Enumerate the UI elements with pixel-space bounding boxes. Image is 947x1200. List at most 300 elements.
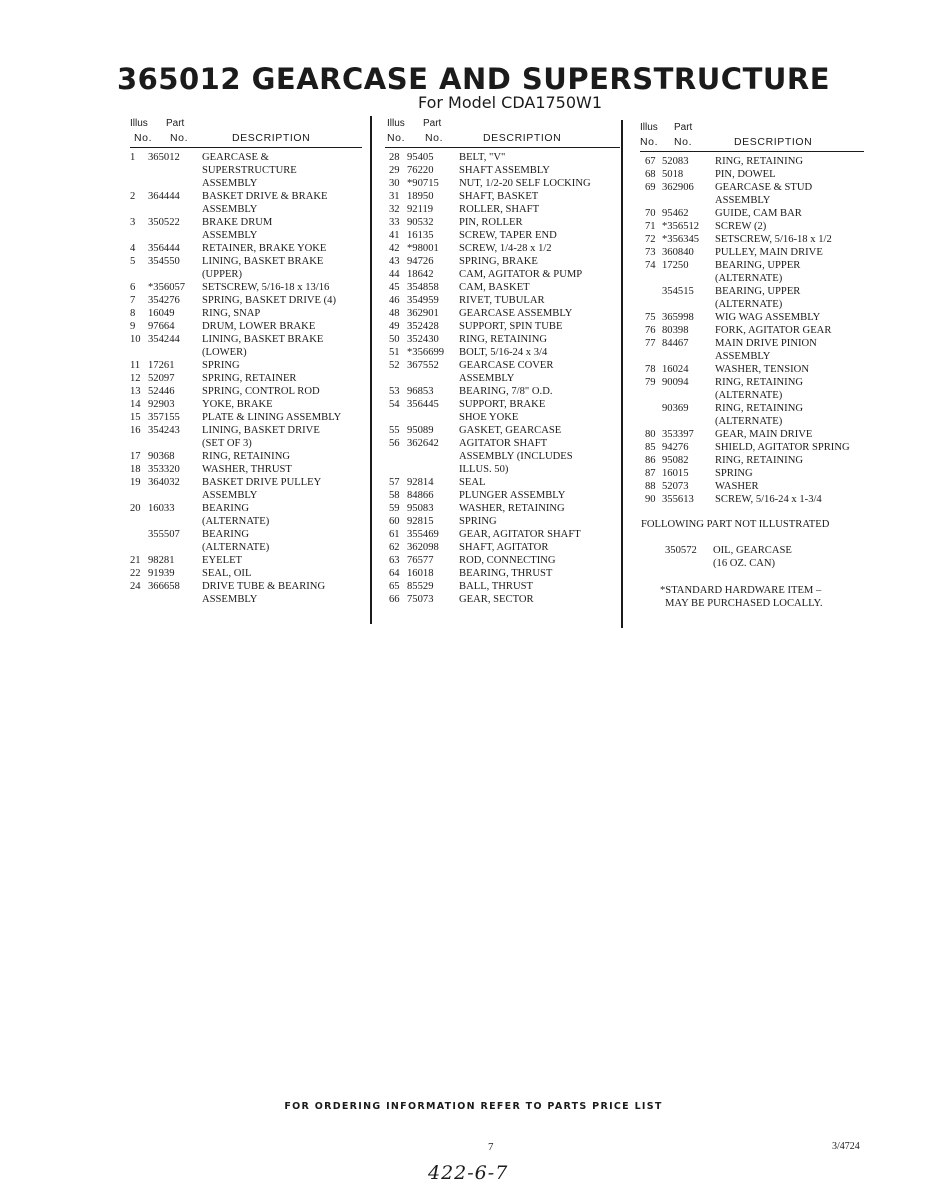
illus-number: 43 — [389, 256, 400, 267]
standard-hardware-note: *STANDARD HARDWARE ITEM – — [660, 585, 822, 596]
column-divider — [370, 116, 372, 624]
parts-row — [385, 151, 620, 164]
illus-number: 9 — [130, 321, 136, 332]
part-number: 360840 — [662, 247, 694, 258]
illus-number: 18 — [130, 464, 141, 475]
part-number: 17250 — [662, 260, 689, 271]
illus-number: 13 — [130, 386, 141, 397]
parts-column-3 — [640, 122, 868, 506]
part-number: 16018 — [407, 568, 434, 579]
illus-number: 21 — [130, 555, 141, 566]
illus-number: 86 — [645, 455, 656, 466]
parts-row — [385, 281, 620, 294]
illus-number: 30 — [389, 178, 400, 189]
part-number: 16015 — [662, 468, 689, 479]
part-number: 353320 — [148, 464, 180, 475]
part-description: SUPPORT, SPIN TUBE — [459, 321, 563, 332]
illus-number: 65 — [389, 581, 400, 592]
parts-row — [130, 411, 362, 424]
part-description: WASHER, THRUST — [202, 464, 292, 475]
part-number: 52097 — [148, 373, 175, 384]
illus-number: 87 — [645, 468, 656, 479]
part-number: 94726 — [407, 256, 434, 267]
parts-row — [130, 333, 362, 346]
part-number: *356699 — [407, 347, 445, 358]
part-description: GEAR, AGITATOR SHAFT — [459, 529, 581, 540]
illus-number: 79 — [645, 377, 656, 388]
part-description: EYELET — [202, 555, 243, 566]
illus-number: 90 — [645, 494, 656, 505]
parts-rows — [385, 148, 620, 606]
part-description: ROD, CONNECTING — [459, 555, 556, 566]
parts-row — [640, 376, 868, 389]
part-number: 364444 — [148, 191, 180, 202]
parts-row — [640, 181, 868, 194]
part-description: SCREW, 5/16-24 x 1-3/4 — [715, 494, 822, 505]
parts-row — [640, 259, 868, 272]
part-description: DRIVE TUBE & BEARING — [202, 581, 326, 592]
illus-number: 62 — [389, 542, 400, 553]
not-illustrated-description-2: (16 OZ. CAN) — [713, 558, 776, 569]
parts-row — [385, 411, 620, 424]
parts-row — [130, 307, 362, 320]
part-number: 80398 — [662, 325, 689, 336]
part-number: 365998 — [662, 312, 694, 323]
part-description: BASKET DRIVE & BRAKE — [202, 191, 328, 202]
parts-row — [640, 207, 868, 220]
part-description: BEARING — [202, 503, 250, 514]
part-number: 75073 — [407, 594, 434, 605]
parts-row — [640, 168, 868, 181]
part-description: ASSEMBLY — [202, 594, 258, 605]
header-description: DESCRIPTION — [232, 132, 311, 144]
part-number: 52446 — [148, 386, 175, 397]
part-number: 362098 — [407, 542, 439, 553]
illus-number: 20 — [130, 503, 141, 514]
part-description: WASHER — [715, 481, 759, 492]
part-description: BEARING, 7/8" O.D. — [459, 386, 553, 397]
parts-row — [385, 307, 620, 320]
parts-column-2 — [385, 118, 620, 606]
part-number: 92903 — [148, 399, 175, 410]
part-description: GEARCASE & — [202, 152, 269, 163]
parts-row — [385, 229, 620, 242]
parts-row — [130, 450, 362, 463]
part-number: *356512 — [662, 221, 700, 232]
part-number: 84866 — [407, 490, 434, 501]
part-description: (ALTERNATE) — [202, 516, 270, 527]
part-description: ASSEMBLY — [715, 351, 771, 362]
parts-row — [385, 515, 620, 528]
parts-row — [130, 216, 362, 229]
part-number: 90369 — [662, 403, 689, 414]
part-description: (ALTERNATE) — [715, 390, 783, 401]
part-number: 52083 — [662, 156, 689, 167]
part-description: MAIN DRIVE PINION — [715, 338, 817, 349]
illus-number: 63 — [389, 555, 400, 566]
part-number: 95405 — [407, 152, 434, 163]
part-number: 362906 — [662, 182, 694, 193]
parts-row — [385, 372, 620, 385]
parts-row — [385, 541, 620, 554]
part-number: 90094 — [662, 377, 689, 388]
part-description: ROLLER, SHAFT — [459, 204, 540, 215]
parts-rows — [130, 148, 362, 606]
parts-row — [385, 489, 620, 502]
part-description: RING, RETAINING — [715, 403, 804, 414]
parts-row — [640, 311, 868, 324]
parts-row — [640, 415, 868, 428]
illus-number: 32 — [389, 204, 400, 215]
part-number: 362901 — [407, 308, 439, 319]
parts-row — [385, 359, 620, 372]
illus-number: 71 — [645, 221, 656, 232]
part-description: BALL, THRUST — [459, 581, 533, 592]
parts-row — [385, 593, 620, 606]
parts-row — [640, 220, 868, 233]
parts-row — [130, 385, 362, 398]
part-number: *90715 — [407, 178, 439, 189]
part-number: 84467 — [662, 338, 689, 349]
parts-row — [130, 346, 362, 359]
part-description: (LOWER) — [202, 347, 247, 358]
part-number: 16033 — [148, 503, 175, 514]
part-description: SETSCREW, 5/16-18 x 13/16 — [202, 282, 330, 293]
part-number: 362642 — [407, 438, 439, 449]
parts-row — [640, 363, 868, 376]
illus-number: 22 — [130, 568, 141, 579]
part-number: 98281 — [148, 555, 175, 566]
part-description: RIVET, TUBULAR — [459, 295, 545, 306]
part-number: *356057 — [148, 282, 186, 293]
page-number: 7 — [488, 1141, 494, 1153]
illus-number: 24 — [130, 581, 141, 592]
parts-row — [385, 242, 620, 255]
part-description: LINING, BASKET DRIVE — [202, 425, 320, 436]
part-number: 352430 — [407, 334, 439, 345]
illus-number: 61 — [389, 529, 400, 540]
part-description: ASSEMBLY — [459, 373, 515, 384]
part-number: 5018 — [662, 169, 684, 180]
ordering-info-footer: FOR ORDERING INFORMATION REFER TO PARTS PRICE LIST — [284, 1101, 663, 1112]
illus-number: 42 — [389, 243, 400, 254]
parts-row — [640, 285, 868, 298]
parts-row — [385, 502, 620, 515]
parts-row — [130, 528, 362, 541]
illus-number: 50 — [389, 334, 400, 345]
part-description: SPRING — [459, 516, 497, 527]
parts-row — [130, 437, 362, 450]
part-number: 353397 — [662, 429, 694, 440]
illus-number: 17 — [130, 451, 141, 462]
part-number: 354276 — [148, 295, 180, 306]
page-title: 365012 GEARCASE AND SUPERSTRUCTURE — [116, 62, 831, 96]
part-description: AGITATOR SHAFT — [459, 438, 548, 449]
parts-row — [130, 164, 362, 177]
parts-row — [130, 424, 362, 437]
part-description: SUPPORT, BRAKE — [459, 399, 546, 410]
part-description: GASKET, GEARCASE — [459, 425, 562, 436]
part-description: RING, RETAINING — [459, 334, 548, 345]
part-description: PIN, DOWEL — [715, 169, 776, 180]
parts-row — [640, 454, 868, 467]
part-number: 356445 — [407, 399, 439, 410]
part-description: WASHER, RETAINING — [459, 503, 565, 514]
part-number: 354550 — [148, 256, 180, 267]
part-description: PIN, ROLLER — [459, 217, 523, 228]
parts-row — [640, 246, 868, 259]
part-number: *98001 — [407, 243, 439, 254]
parts-row — [130, 515, 362, 528]
part-description: ASSEMBLY — [202, 490, 258, 501]
parts-row — [640, 155, 868, 168]
part-description: BEARING, UPPER — [715, 260, 801, 271]
part-number: 16049 — [148, 308, 175, 319]
part-number: 364032 — [148, 477, 180, 488]
illus-number: 58 — [389, 490, 400, 501]
parts-row — [130, 151, 362, 164]
illus-number: 60 — [389, 516, 400, 527]
illus-number: 31 — [389, 191, 400, 202]
part-description: (ALTERNATE) — [715, 273, 783, 284]
illus-number: 76 — [645, 325, 656, 336]
illus-number: 57 — [389, 477, 400, 488]
part-description: SUPERSTRUCTURE — [202, 165, 297, 176]
part-number: 352428 — [407, 321, 439, 332]
parts-row — [640, 337, 868, 350]
part-number: 95083 — [407, 503, 434, 514]
illus-number: 85 — [645, 442, 656, 453]
part-number: 354959 — [407, 295, 439, 306]
illus-number: 2 — [130, 191, 136, 202]
header-illus: Illus — [640, 122, 658, 133]
parts-row — [130, 502, 362, 515]
parts-row — [385, 203, 620, 216]
part-number: 354243 — [148, 425, 180, 436]
part-number: 17261 — [148, 360, 175, 371]
part-description: ASSEMBLY (INCLUDES — [459, 451, 573, 462]
header-part: Part — [423, 118, 442, 129]
part-description: SCREW (2) — [715, 221, 767, 232]
part-number: 16135 — [407, 230, 434, 241]
part-description: PLATE & LINING ASSEMBLY — [202, 412, 342, 423]
part-number: 355613 — [662, 494, 694, 505]
part-number: 92119 — [407, 204, 434, 215]
parts-row — [130, 541, 362, 554]
part-description: RETAINER, BRAKE YOKE — [202, 243, 327, 254]
illus-number: 15 — [130, 412, 141, 423]
illus-number: 74 — [645, 260, 656, 271]
illus-number: 45 — [389, 282, 400, 293]
parts-row — [385, 580, 620, 593]
parts-row — [385, 450, 620, 463]
part-number: 357155 — [148, 412, 180, 423]
parts-row — [130, 476, 362, 489]
illus-number: 29 — [389, 165, 400, 176]
parts-row — [640, 428, 868, 441]
parts-row — [130, 229, 362, 242]
illus-number: 75 — [645, 312, 656, 323]
illus-number: 66 — [389, 594, 400, 605]
header-illus: Illus — [130, 118, 148, 129]
illus-number: 52 — [389, 360, 400, 371]
part-number: 350522 — [148, 217, 180, 228]
parts-row — [385, 190, 620, 203]
parts-row — [640, 389, 868, 402]
parts-row — [385, 528, 620, 541]
illus-number: 11 — [130, 360, 141, 371]
illus-number: 72 — [645, 234, 656, 245]
illus-number: 64 — [389, 568, 400, 579]
part-description: RING, RETAINING — [715, 377, 804, 388]
illus-number: 48 — [389, 308, 400, 319]
part-description: ASSEMBLY — [715, 195, 771, 206]
parts-row — [385, 216, 620, 229]
parts-row — [130, 281, 362, 294]
illus-number: 41 — [389, 230, 400, 241]
part-number: 18950 — [407, 191, 434, 202]
header-part-no: No. — [170, 132, 189, 144]
part-description: LINING, BASKET BRAKE — [202, 256, 324, 267]
parts-column-1 — [130, 118, 362, 606]
part-description: CAM, BASKET — [459, 282, 530, 293]
part-description: YOKE, BRAKE — [202, 399, 273, 410]
part-number: 356444 — [148, 243, 180, 254]
illus-number: 73 — [645, 247, 656, 258]
part-number: 18642 — [407, 269, 434, 280]
parts-row — [130, 463, 362, 476]
part-number: 16024 — [662, 364, 689, 375]
part-number: 94276 — [662, 442, 689, 453]
parts-row — [640, 194, 868, 207]
illus-number: 70 — [645, 208, 656, 219]
parts-row — [640, 233, 868, 246]
part-description: SHOE YOKE — [459, 412, 519, 423]
parts-row — [385, 333, 620, 346]
part-number: 90368 — [148, 451, 175, 462]
part-number: 354515 — [662, 286, 694, 297]
parts-row — [130, 567, 362, 580]
illus-number: 53 — [389, 386, 400, 397]
part-description: SHAFT, BASKET — [459, 191, 539, 202]
header-part-no: No. — [425, 132, 444, 144]
part-number: 90532 — [407, 217, 434, 228]
part-description: ASSEMBLY — [202, 204, 258, 215]
illus-number: 49 — [389, 321, 400, 332]
parts-row — [385, 255, 620, 268]
model-subtitle: For Model CDA1750W1 — [417, 93, 603, 112]
illus-number: 6 — [130, 282, 136, 293]
part-description: (SET OF 3) — [202, 438, 252, 449]
following-part-note: FOLLOWING PART NOT ILLUSTRATED — [641, 519, 830, 530]
parts-row — [130, 554, 362, 567]
part-description: SHIELD, AGITATOR SPRING — [715, 442, 850, 453]
part-description: (ALTERNATE) — [715, 299, 783, 310]
part-description: WASHER, TENSION — [715, 364, 809, 375]
part-number: 95089 — [407, 425, 434, 436]
header-description: DESCRIPTION — [483, 132, 562, 144]
illus-number: 51 — [389, 347, 400, 358]
header-illus-no: No. — [640, 136, 659, 148]
illus-number: 68 — [645, 169, 656, 180]
part-number: 76577 — [407, 555, 434, 566]
column-divider — [621, 120, 623, 628]
illus-number: 46 — [389, 295, 400, 306]
parts-row — [640, 402, 868, 415]
part-number: 92815 — [407, 516, 434, 527]
part-description: LINING, BASKET BRAKE — [202, 334, 324, 345]
parts-row — [130, 320, 362, 333]
part-number: 365012 — [148, 152, 180, 163]
parts-row — [385, 320, 620, 333]
part-description: NUT, 1/2-20 SELF LOCKING — [459, 178, 591, 189]
illus-number: 55 — [389, 425, 400, 436]
parts-row — [640, 441, 868, 454]
parts-row — [130, 489, 362, 502]
illus-number: 44 — [389, 269, 400, 280]
parts-row — [640, 272, 868, 285]
part-description: BELT, "V" — [459, 152, 506, 163]
part-description: RING, SNAP — [202, 308, 261, 319]
illus-number: 28 — [389, 152, 400, 163]
part-number: 355469 — [407, 529, 439, 540]
part-description: GEAR, MAIN DRIVE — [715, 429, 813, 440]
part-number: 366658 — [148, 581, 180, 592]
illus-number: 77 — [645, 338, 656, 349]
parts-row — [640, 324, 868, 337]
part-number: 97664 — [148, 321, 175, 332]
part-description: BEARING, UPPER — [715, 286, 801, 297]
part-description: BOLT, 5/16-24 x 3/4 — [459, 347, 548, 358]
parts-row — [130, 580, 362, 593]
part-description: SHAFT, AGITATOR — [459, 542, 549, 553]
not-illustrated-description: OIL, GEARCASE — [713, 545, 792, 556]
parts-row — [130, 294, 362, 307]
parts-row — [130, 593, 362, 606]
part-number: 52073 — [662, 481, 689, 492]
parts-rows — [640, 152, 868, 506]
illus-number: 5 — [130, 256, 136, 267]
parts-row — [385, 476, 620, 489]
parts-row — [130, 242, 362, 255]
parts-row — [385, 567, 620, 580]
parts-row — [640, 467, 868, 480]
part-description: RING, RETAINING — [715, 156, 804, 167]
parts-row — [130, 203, 362, 216]
illus-number: 16 — [130, 425, 141, 436]
header-description: DESCRIPTION — [734, 136, 813, 148]
illus-number: 14 — [130, 399, 141, 410]
part-description: ASSEMBLY — [202, 178, 258, 189]
part-description: SPRING, CONTROL ROD — [202, 386, 320, 397]
part-description: SPRING — [715, 468, 753, 479]
part-description: (ALTERNATE) — [202, 542, 270, 553]
document-code: 3/4724 — [832, 1141, 860, 1152]
part-description: SETSCREW, 5/16-18 x 1/2 — [715, 234, 832, 245]
part-number: 91939 — [148, 568, 175, 579]
part-description: DRUM, LOWER BRAKE — [202, 321, 316, 332]
parts-row — [130, 190, 362, 203]
part-description: CAM, AGITATOR & PUMP — [459, 269, 583, 280]
part-description: BRAKE DRUM — [202, 217, 273, 228]
parts-row — [130, 398, 362, 411]
illus-number: 4 — [130, 243, 136, 254]
parts-row — [385, 346, 620, 359]
illus-number: 67 — [645, 156, 656, 167]
illus-number: 10 — [130, 334, 141, 345]
parts-row — [385, 463, 620, 476]
part-description: RING, RETAINING — [202, 451, 291, 462]
